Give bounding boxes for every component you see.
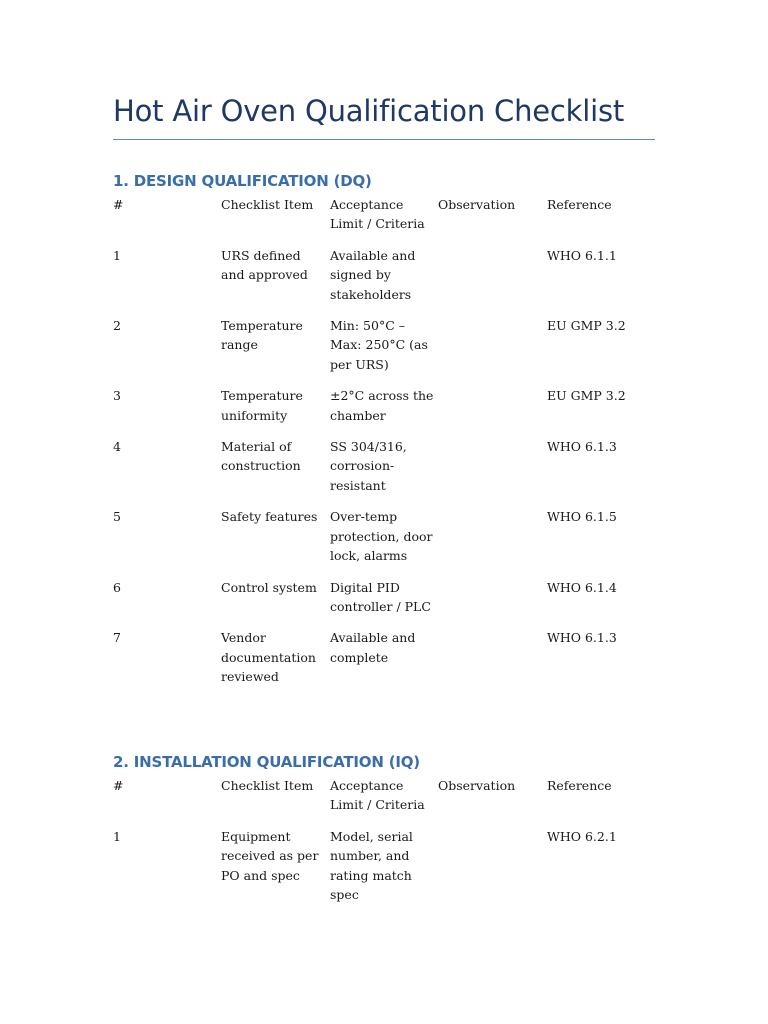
column-header-reference: Reference: [547, 197, 612, 212]
column-header-observation: Observation: [438, 197, 516, 212]
row-observation[interactable]: [438, 316, 547, 386]
row-criteria: Over-temp protection, door lock, alarms: [330, 509, 433, 564]
row-reference: WHO 6.1.3: [547, 630, 617, 646]
row-reference: EU GMP 3.2: [547, 318, 626, 334]
row-criteria: Available and signed by stakeholders: [330, 247, 416, 302]
row-item: Safety features: [221, 509, 318, 525]
checklist-table-iq: [113, 776, 655, 916]
row-observation[interactable]: [438, 386, 547, 437]
column-header-observation: Observation: [438, 778, 516, 793]
row-reference: WHO 6.1.5: [547, 509, 617, 525]
column-header-reference: Reference: [547, 778, 612, 793]
row-reference: WHO 6.1.3: [547, 439, 617, 455]
column-header-criteria: Acceptance Limit / Criteria: [330, 197, 425, 232]
section-heading: 2. INSTALLATION QUALIFICATION (IQ): [113, 753, 420, 771]
row-item: Vendor documentation reviewed: [221, 630, 316, 685]
table-row: [113, 386, 655, 437]
row-criteria: Model, serial number, and rating match spec: [330, 828, 413, 903]
table-row: [113, 578, 655, 629]
row-reference: WHO 6.1.4: [547, 579, 617, 595]
column-header-item: Checklist Item: [221, 778, 314, 793]
row-number: 3: [113, 388, 121, 404]
row-observation[interactable]: [438, 437, 547, 507]
row-number: 5: [113, 509, 121, 525]
row-observation[interactable]: [438, 507, 547, 577]
checklist-table-dq: [113, 195, 655, 699]
column-header-item: Checklist Item: [221, 197, 314, 212]
row-number: 1: [113, 828, 121, 844]
row-reference: WHO 6.2.1: [547, 828, 617, 844]
row-item: Equipment received as per PO and spec: [221, 828, 319, 883]
table-row: [113, 246, 655, 316]
row-number: 6: [113, 579, 121, 595]
table-header-row: [113, 195, 655, 246]
table-row: [113, 316, 655, 386]
section-installation-qualification: [113, 753, 655, 916]
table-row: [113, 507, 655, 577]
row-reference: EU GMP 3.2: [547, 388, 626, 404]
row-criteria: SS 304/316, corrosion-resistant: [330, 439, 407, 493]
table-row: [113, 628, 655, 698]
row-item: Temperature uniformity: [221, 388, 303, 423]
row-criteria: Available and complete: [330, 630, 416, 665]
section-heading: 1. DESIGN QUALIFICATION (DQ): [113, 172, 372, 190]
row-observation[interactable]: [438, 827, 547, 917]
row-number: 7: [113, 630, 121, 646]
row-item: Material of construction: [221, 439, 301, 474]
table-header-row: [113, 776, 655, 827]
row-criteria: Digital PID controller / PLC: [330, 579, 431, 614]
row-item: Control system: [221, 579, 317, 595]
row-reference: WHO 6.1.1: [547, 247, 617, 263]
row-item: Temperature range: [221, 318, 303, 353]
row-observation[interactable]: [438, 578, 547, 629]
column-header-number: #: [113, 197, 124, 212]
row-number: 4: [113, 439, 121, 455]
table-row: [113, 437, 655, 507]
row-observation[interactable]: [438, 628, 547, 698]
row-criteria: Min: 50°C – Max: 250°C (as per URS): [330, 318, 428, 372]
row-observation[interactable]: [438, 246, 547, 316]
row-criteria: ±2°C across the chamber: [330, 388, 434, 423]
row-number: 2: [113, 318, 121, 334]
column-header-number: #: [113, 778, 124, 793]
title-underline: [113, 139, 655, 140]
document-title: Hot Air Oven Qualification Checklist: [113, 94, 625, 128]
table-row: [113, 827, 655, 917]
row-number: 1: [113, 247, 121, 263]
column-header-criteria: Acceptance Limit / Criteria: [330, 778, 425, 813]
section-design-qualification: [113, 172, 655, 699]
row-item: URS defined and approved: [221, 247, 308, 283]
